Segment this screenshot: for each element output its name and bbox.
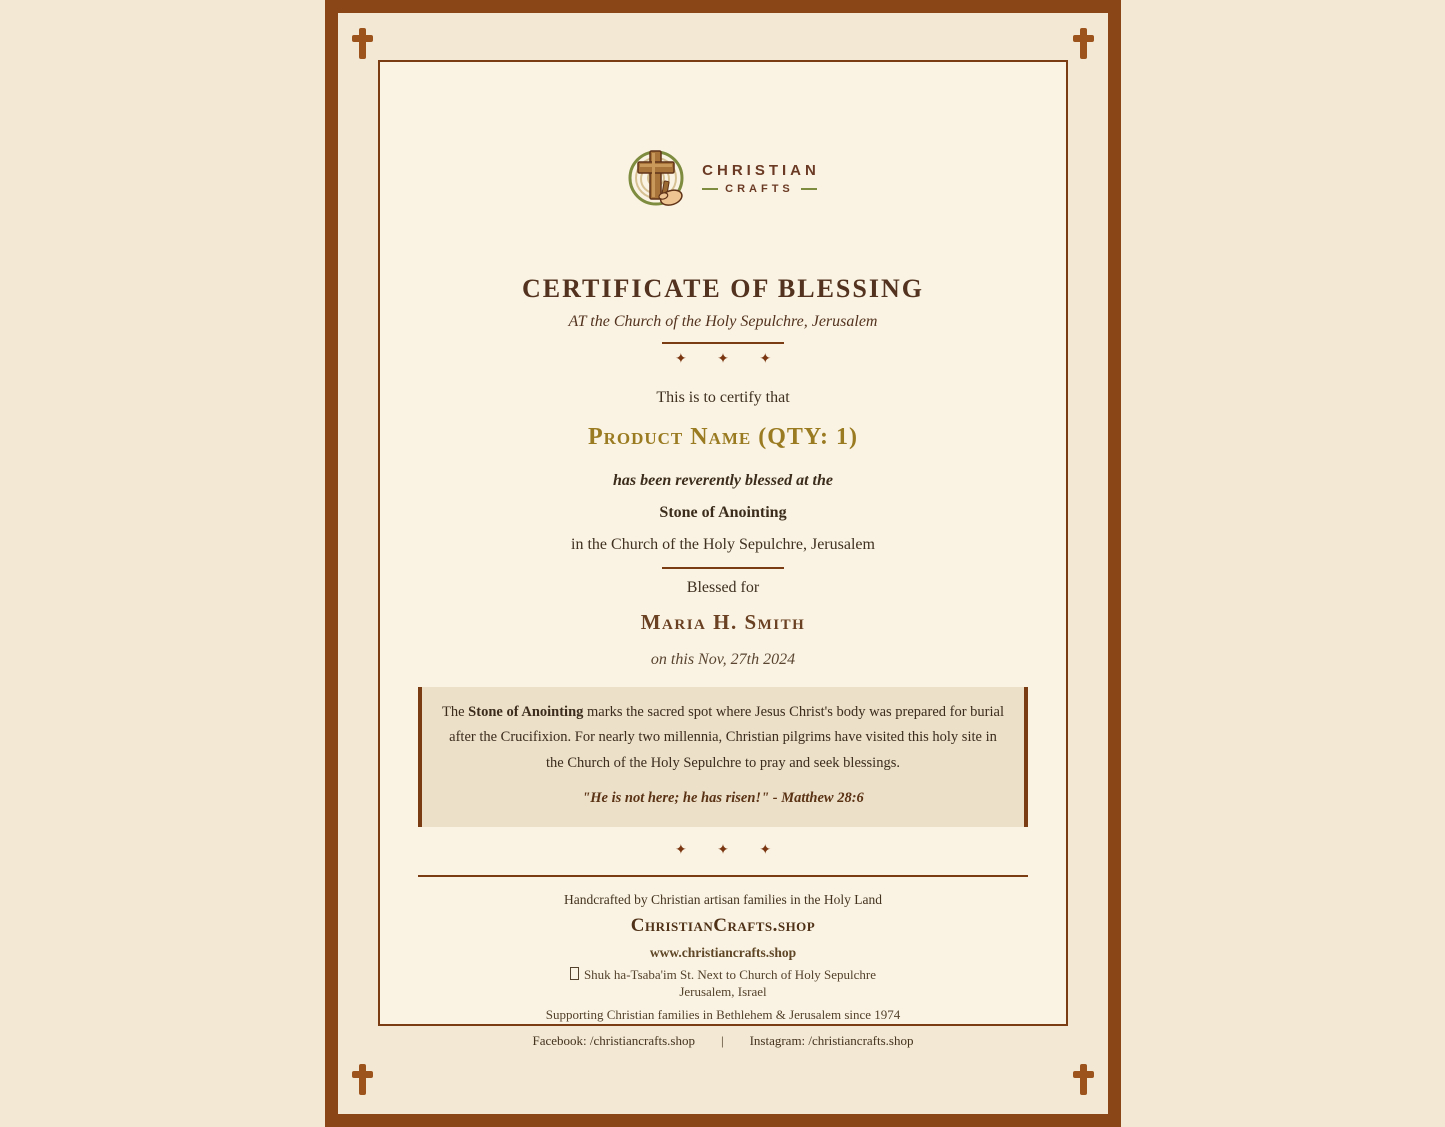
supporting-line: Supporting Christian families in Bethlehem & Jerusalem since 1974: [545, 1006, 901, 1022]
church-line: in the Church of the Holy Sepulchre, Jerusalem: [571, 536, 875, 553]
info-text-rest: marks the sacred spot where Jesus Christ's body was prepared for burial after the Crucifixion. For nearly two millennia, Christian pilgrims have visited this holy site in the Church of the Holy Sepulchre to pray and seek blessings.: [449, 704, 1004, 771]
handcrafted-line: Handcrafted by Christian artisan families in the Holy Land: [564, 891, 882, 907]
info-text-bold: Stone of Anointing: [468, 704, 584, 720]
recipient-name: Maria H. Smith: [640, 610, 806, 634]
location-pin-icon: [570, 967, 579, 980]
divider-line: [662, 342, 784, 344]
blessing-date: on this Nov, 27th 2024: [650, 651, 796, 668]
facebook-handle: Facebook: /christiancrafts.shop: [532, 1032, 695, 1048]
brand-logo: [380, 146, 1066, 210]
instagram-handle: Instagram: /christiancrafts.shop: [749, 1032, 914, 1048]
logo-dash-icon: [702, 188, 718, 190]
website-url: www.christiancrafts.shop: [649, 944, 797, 960]
address-line-1: [380, 967, 1066, 983]
logo-brand-bottom: CRAFTS: [725, 182, 794, 195]
scripture-quote: "He is not here; he has risen!" - Matthew 28:6: [582, 790, 864, 807]
corner-cross-icon: [352, 28, 373, 59]
blessed-for-label: Blessed for: [686, 579, 760, 596]
star-ornament: ✦ ✦ ✦: [674, 351, 785, 367]
logo-brand-top: CHRISTIAN: [702, 161, 820, 179]
certify-line: This is to certify that: [656, 389, 790, 406]
info-text-prefix: The: [442, 704, 469, 720]
logo-dash-icon: [801, 188, 817, 190]
certificate-body: [378, 60, 1068, 1048]
social-separator: |: [720, 1032, 724, 1048]
blessed-line: has been reverently blessed at the: [613, 472, 833, 489]
address-line-2: Jerusalem, Israel: [679, 983, 767, 999]
social-line: [380, 1033, 1066, 1049]
divider-line: [662, 567, 784, 569]
footer-rule: [418, 875, 1028, 877]
blessing-location: Stone of Anointing: [659, 504, 787, 521]
info-box: [418, 687, 1028, 827]
corner-cross-icon: [1073, 28, 1094, 59]
product-name: Product Name (QTY: 1): [587, 424, 859, 450]
cross-woodslice-logo-icon: [626, 146, 690, 210]
info-box-text: [442, 700, 1004, 776]
footer-brand: ChristianCrafts.shop: [630, 914, 816, 936]
corner-cross-icon: [1073, 1064, 1094, 1095]
logo-wordmark: [702, 162, 820, 195]
certificate-subtitle: AT the Church of the Holy Sepulchre, Jerusalem: [568, 313, 878, 330]
logo-brand-bottom-row: [702, 183, 820, 195]
star-ornament: ✦ ✦ ✦: [674, 841, 785, 858]
certificate-title: CERTIFICATE OF BLESSING: [522, 274, 924, 303]
corner-cross-icon: [352, 1064, 373, 1095]
certificate-card: [325, 0, 1121, 1127]
address-street: Shuk ha-Tsaba'im St. Next to Church of Holy Sepulchre: [583, 966, 877, 982]
